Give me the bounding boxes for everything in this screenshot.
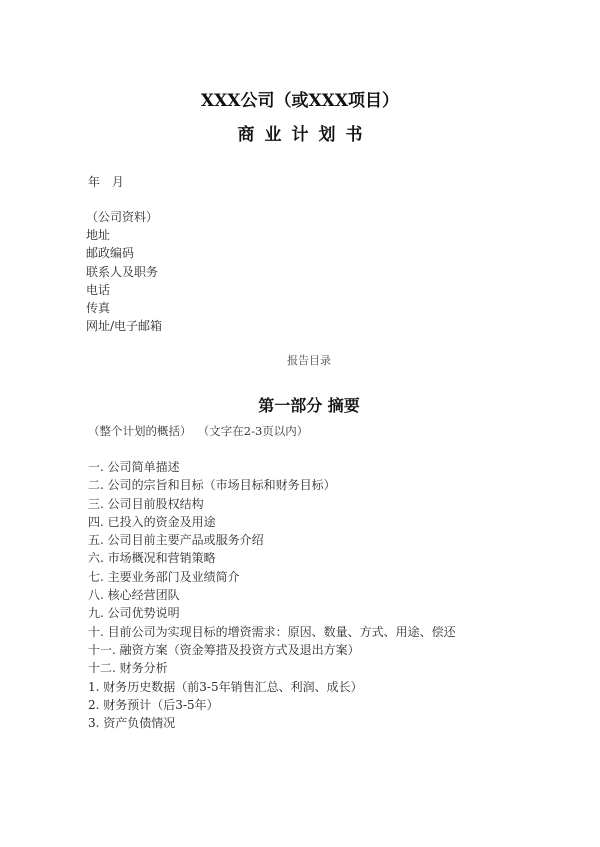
outline-item: 六. 市场概况和营销策略 xyxy=(88,551,216,566)
company-info-block xyxy=(86,208,162,335)
company-info-heading: （公司资料） xyxy=(86,210,159,224)
outline-item: 七. 主要业务部门及业绩简介 xyxy=(88,569,240,584)
outline-item: 九. 公司优势说明 xyxy=(88,606,180,621)
document-subtitle: 商业计划书 xyxy=(237,125,373,145)
field-phone: 电话 xyxy=(86,282,111,297)
outline-list xyxy=(88,458,456,732)
outline-item: 十一. 融资方案（资金筹措及投资方式及退出方案） xyxy=(88,642,360,657)
field-website-email: 网址/电子邮箱 xyxy=(86,319,163,334)
field-address: 地址 xyxy=(86,228,111,243)
document-title: XXX公司（或XXX项目） xyxy=(200,91,400,111)
outline-item: 八. 核心经营团队 xyxy=(88,588,180,603)
outline-item: 五. 公司目前主要产品或服务介绍 xyxy=(88,533,264,548)
field-postal-code: 邮政编码 xyxy=(86,246,135,261)
outline-item: 十. 目前公司为实现目标的增资需求：原因、数量、方式、用途、偿还 xyxy=(88,624,456,639)
section-note xyxy=(88,423,308,439)
section-title: 第一部分 摘要 xyxy=(258,396,360,415)
section-note-summary: （整个计划的概括） xyxy=(88,424,192,438)
outline-item: 三. 公司目前股权结构 xyxy=(88,496,204,511)
outline-item: 一. 公司简单描述 xyxy=(88,460,180,474)
field-contact-person: 联系人及职务 xyxy=(86,264,159,279)
outline-item: 3. 资产负债情况 xyxy=(88,716,176,731)
section-note-length: （文字在2-3页以内） xyxy=(203,424,309,438)
field-fax: 传真 xyxy=(86,301,111,316)
toc-label: 报告目录 xyxy=(287,354,331,367)
outline-item: 2. 财务预计（后3-5年） xyxy=(88,697,219,712)
outline-item: 十二. 财务分析 xyxy=(88,661,168,676)
outline-item: 四. 已投入的资金及用途 xyxy=(88,514,216,529)
outline-item: 1. 财务历史数据（前3-5年销售汇总、利润、成长） xyxy=(88,679,363,694)
date-line: 年 月 xyxy=(88,175,128,189)
outline-item: 二. 公司的宗旨和目标（市场目标和财务目标） xyxy=(88,478,336,493)
